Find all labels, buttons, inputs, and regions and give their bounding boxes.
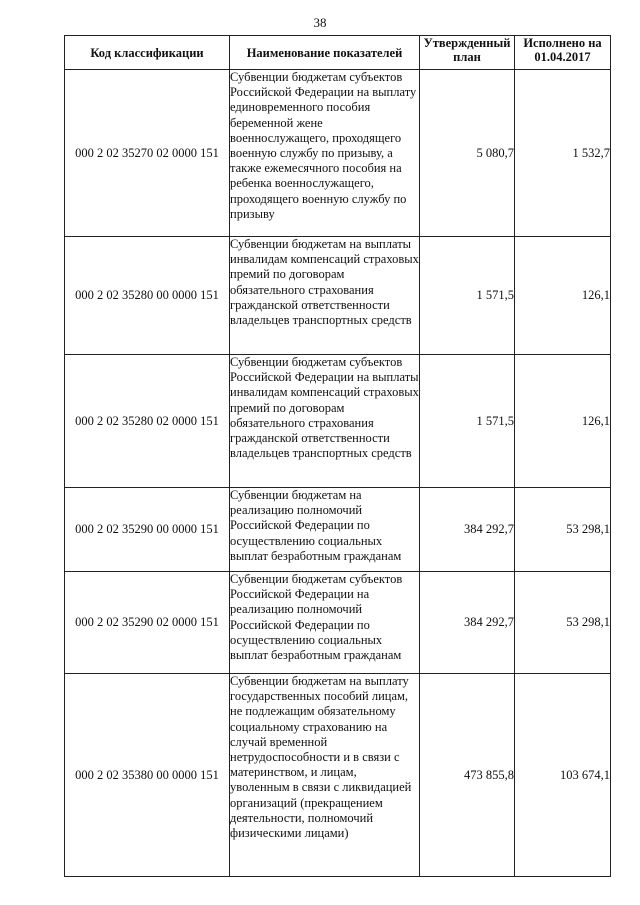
executed-cell: 53 298,1 (515, 488, 611, 572)
approved-plan-cell: 1 571,5 (420, 355, 515, 488)
executed-cell: 1 532,7 (515, 70, 611, 237)
classification-code-cell: 000 2 02 35280 02 0000 151 (65, 355, 230, 488)
header-executed: Исполнено на 01.04.2017 (515, 36, 611, 70)
table-row (65, 355, 611, 488)
approved-plan-cell: 1 571,5 (420, 237, 515, 355)
indicator-name-cell: Субвенции бюджетам на реализацию полномочий Российской Федерации по осуществлению социальных выплат безработным гражданам (230, 488, 420, 572)
table-row (65, 572, 611, 674)
executed-cell: 53 298,1 (515, 572, 611, 674)
table-row (65, 237, 611, 355)
classification-code-cell: 000 2 02 35380 00 0000 151 (65, 674, 230, 877)
indicator-name-cell: Субвенции бюджетам на выплаты инвалидам компенсаций страховых премий по договорам обязательного страхования гражданской ответственности владельцев транспортных средств (230, 237, 420, 355)
executed-cell: 126,1 (515, 237, 611, 355)
table-header-row (65, 36, 611, 70)
table-row (65, 488, 611, 572)
page-number: 38 (313, 15, 327, 30)
header-name: Наименование показателей (230, 36, 420, 70)
approved-plan-cell: 473 855,8 (420, 674, 515, 877)
header-approved-plan: Утвержденный план (420, 36, 515, 70)
header-code: Код классификации (65, 36, 230, 70)
classification-code-cell: 000 2 02 35280 00 0000 151 (65, 237, 230, 355)
table-row (65, 70, 611, 237)
executed-cell: 103 674,1 (515, 674, 611, 877)
approved-plan-cell: 5 080,7 (420, 70, 515, 237)
classification-code-cell: 000 2 02 35270 02 0000 151 (65, 70, 230, 237)
approved-plan-cell: 384 292,7 (420, 572, 515, 674)
table-row (65, 674, 611, 877)
approved-plan-cell: 384 292,7 (420, 488, 515, 572)
indicator-name-cell: Субвенции бюджетам на выплату государственных пособий лицам, не подлежащим обязательному социальному страхованию на случай временной нетрудоспособности и в связи с материнством, и лицам, уволенным в связи с ликвидацией организаций (прекращением деятельности, полномочий физическими лицами) (230, 674, 420, 877)
classification-code-cell: 000 2 02 35290 00 0000 151 (65, 488, 230, 572)
indicator-name-cell: Субвенции бюджетам субъектов Российской Федерации на выплату единовременного пособия беременной жене военнослужащего, проходящего военную службу по призыву, а также ежемесячного пособия на ребенка военнослужащего, проходящего военную службу по призыву (230, 70, 420, 237)
classification-code-cell: 000 2 02 35290 02 0000 151 (65, 572, 230, 674)
executed-cell: 126,1 (515, 355, 611, 488)
indicator-name-cell: Субвенции бюджетам субъектов Российской Федерации на реализацию полномочий Российской Федерации по осуществлению социальных выплат безработным гражданам (230, 572, 420, 674)
budget-table (64, 35, 611, 877)
indicator-name-cell: Субвенции бюджетам субъектов Российской Федерации на выплаты инвалидам компенсаций страховых премий по договорам обязательного страхования гражданской ответственности владельцев транспортных средств (230, 355, 420, 488)
